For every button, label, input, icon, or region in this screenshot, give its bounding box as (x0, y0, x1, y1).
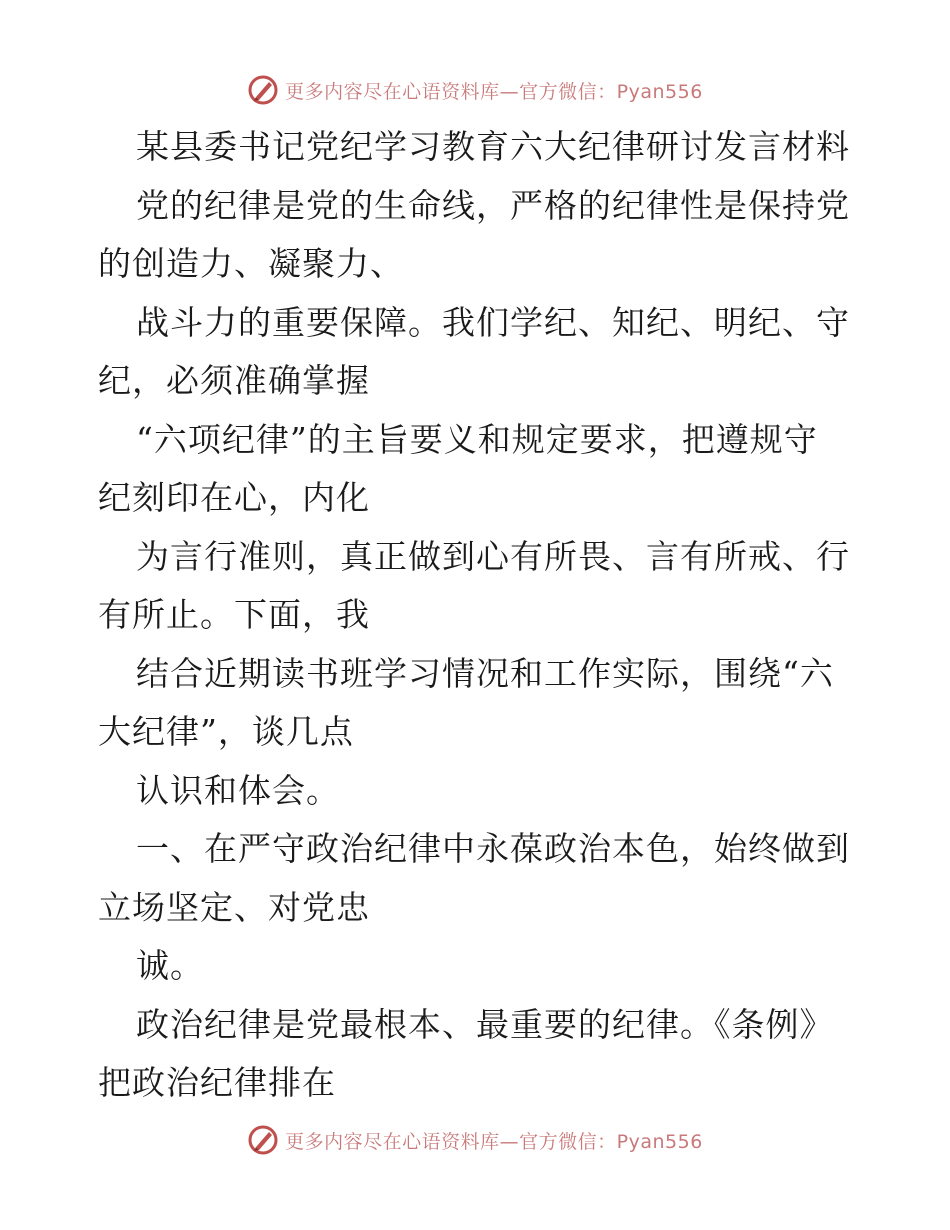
text-line: 大纪律”，谈几点 (98, 712, 354, 751)
text-line: 把政治纪律排在 (98, 1063, 336, 1102)
text-line: 认识和体会。 (136, 770, 340, 810)
text-line: 纪刻印在心，内化 (98, 478, 370, 517)
section-heading-continued: 立场坚定、对党忠 (98, 887, 370, 927)
document-title: 某县委书记党纪学习教育六大纪律研讨发言材料 (136, 127, 850, 166)
text-line: 政治纪律是党最根本、最重要的纪律。《条例》 (136, 1004, 834, 1044)
text-line: 的创造力、凝聚力、 (98, 244, 404, 283)
text-line: 为言行准则，真正做到心有所畏、言有所戒、行 (136, 536, 850, 576)
text-line: 战斗力的重要保障。我们学纪、知纪、明纪、守 (136, 302, 850, 342)
document-body (98, 118, 858, 1113)
footer-banner-text: 更多内容尽在心语资料库—官方微信：Pyan556 (285, 1130, 703, 1153)
section-heading: 一、在严守政治纪律中永葆政治本色，始终做到 (136, 829, 850, 868)
header-banner-text: 更多内容尽在心语资料库—官方微信：Pyan556 (285, 80, 703, 103)
footer-watermark-banner (0, 1120, 950, 1160)
text-line: “六项纪律”的主旨要义和规定要求，把遵规守 (136, 419, 818, 459)
pen-logo-icon (247, 74, 279, 106)
text-line: 党的纪律是党的生命线，严格的纪律性是保持党 (136, 185, 850, 225)
section-heading-continued: 诚。 (136, 946, 204, 985)
pen-logo-icon (247, 1124, 279, 1156)
text-line: 纪，必须准确掌握 (98, 361, 370, 400)
text-line: 有所止。下面，我 (98, 595, 370, 634)
header-watermark-banner (0, 70, 950, 110)
text-line: 结合近期读书班学习情况和工作实际，围绕“六 (136, 653, 834, 693)
